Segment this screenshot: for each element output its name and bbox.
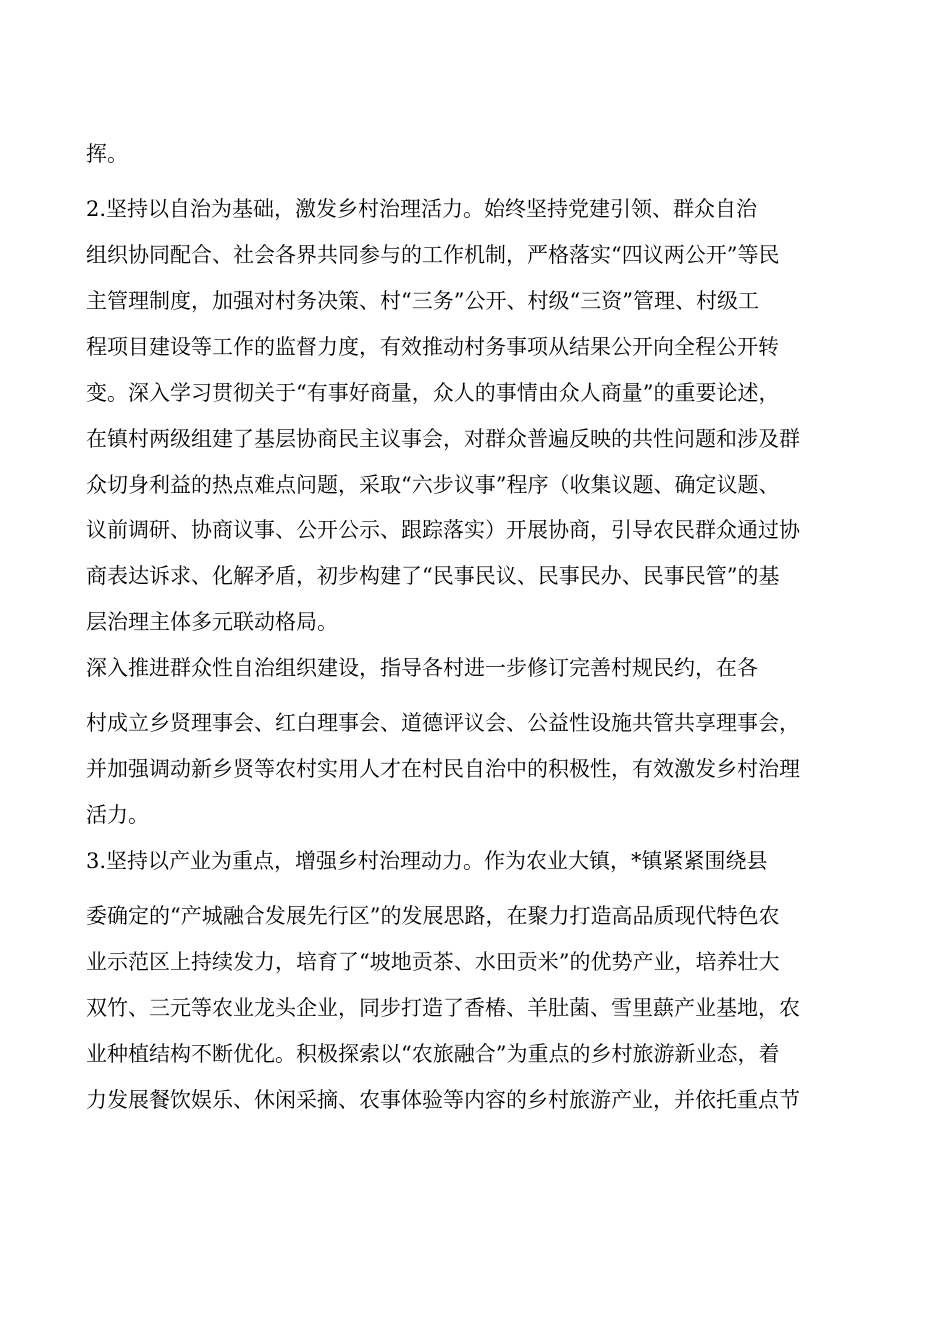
text-line: 层治理主体多元联动格局。	[86, 610, 338, 634]
text-line: 变。深入学习贯彻关于“有事好商量，众人的事情由众人商量”的重要论述，	[86, 381, 780, 405]
text-line: 议前调研、协商议事、公开公示、跟踪落实）开展协商，引导农民群众通过协	[86, 518, 800, 542]
text-line: 业示范区上持续发力，培育了“坡地贡茶、水田贡米”的优势产业，培养壮大	[86, 950, 780, 974]
text-line: 2.坚持以自治为基础，激发乡村治理活力。始终坚持党建引领、群众自治	[86, 197, 758, 221]
text-line: 挥。	[86, 142, 128, 166]
text-line: 3.坚持以产业为重点，增强乡村治理动力。作为农业大镇，*镇紧紧围绕县	[86, 849, 768, 873]
text-line: 业种植结构不断优化。积极探索以“农旅融合”为重点的乡村旅游新业态，着	[86, 1042, 780, 1066]
text-line: 并加强调动新乡贤等农村实用人才在村民自治中的积极性，有效激发乡村治理	[86, 757, 800, 781]
text-line: 组织协同配合、社会各界共同参与的工作机制，严格落实“四议两公开”等民	[86, 243, 780, 267]
text-line: 活力。	[86, 803, 149, 827]
text-line: 在镇村两级组建了基层协商民主议事会，对群众普遍反映的共性问题和涉及群	[86, 427, 800, 451]
text-line: 商表达诉求、化解矛盾，初步构建了“民事民议、民事民办、民事民管”的基	[86, 564, 780, 588]
text-line: 力发展餐饮娱乐、休闲采摘、农事体验等内容的乡村旅游产业，并依托重点节	[86, 1088, 800, 1112]
text-line: 村成立乡贤理事会、红白理事会、道德评议会、公益性设施共管共享理事会，	[86, 711, 800, 735]
text-line: 深入推进群众性自治组织建设，指导各村进一步修订完善村规民约，在各	[86, 656, 758, 680]
text-line: 委确定的“产城融合发展先行区”的发展思路，在聚力打造高品质现代特色农	[86, 904, 780, 928]
text-line: 程项目建设等工作的监督力度，有效推动村务事项从结果公开向全程公开转	[86, 335, 779, 359]
text-line: 主管理制度，加强对村务决策、村“三务”公开、村级“三资”管理、村级工	[86, 289, 759, 313]
text-line: 众切身利益的热点难点问题，采取“六步议事”程序（收集议题、确定议题、	[86, 473, 780, 497]
text-line: 双竹、三元等农业龙头企业，同步打造了香椿、羊肚菌、雪里蕻产业基地，农	[86, 996, 800, 1020]
